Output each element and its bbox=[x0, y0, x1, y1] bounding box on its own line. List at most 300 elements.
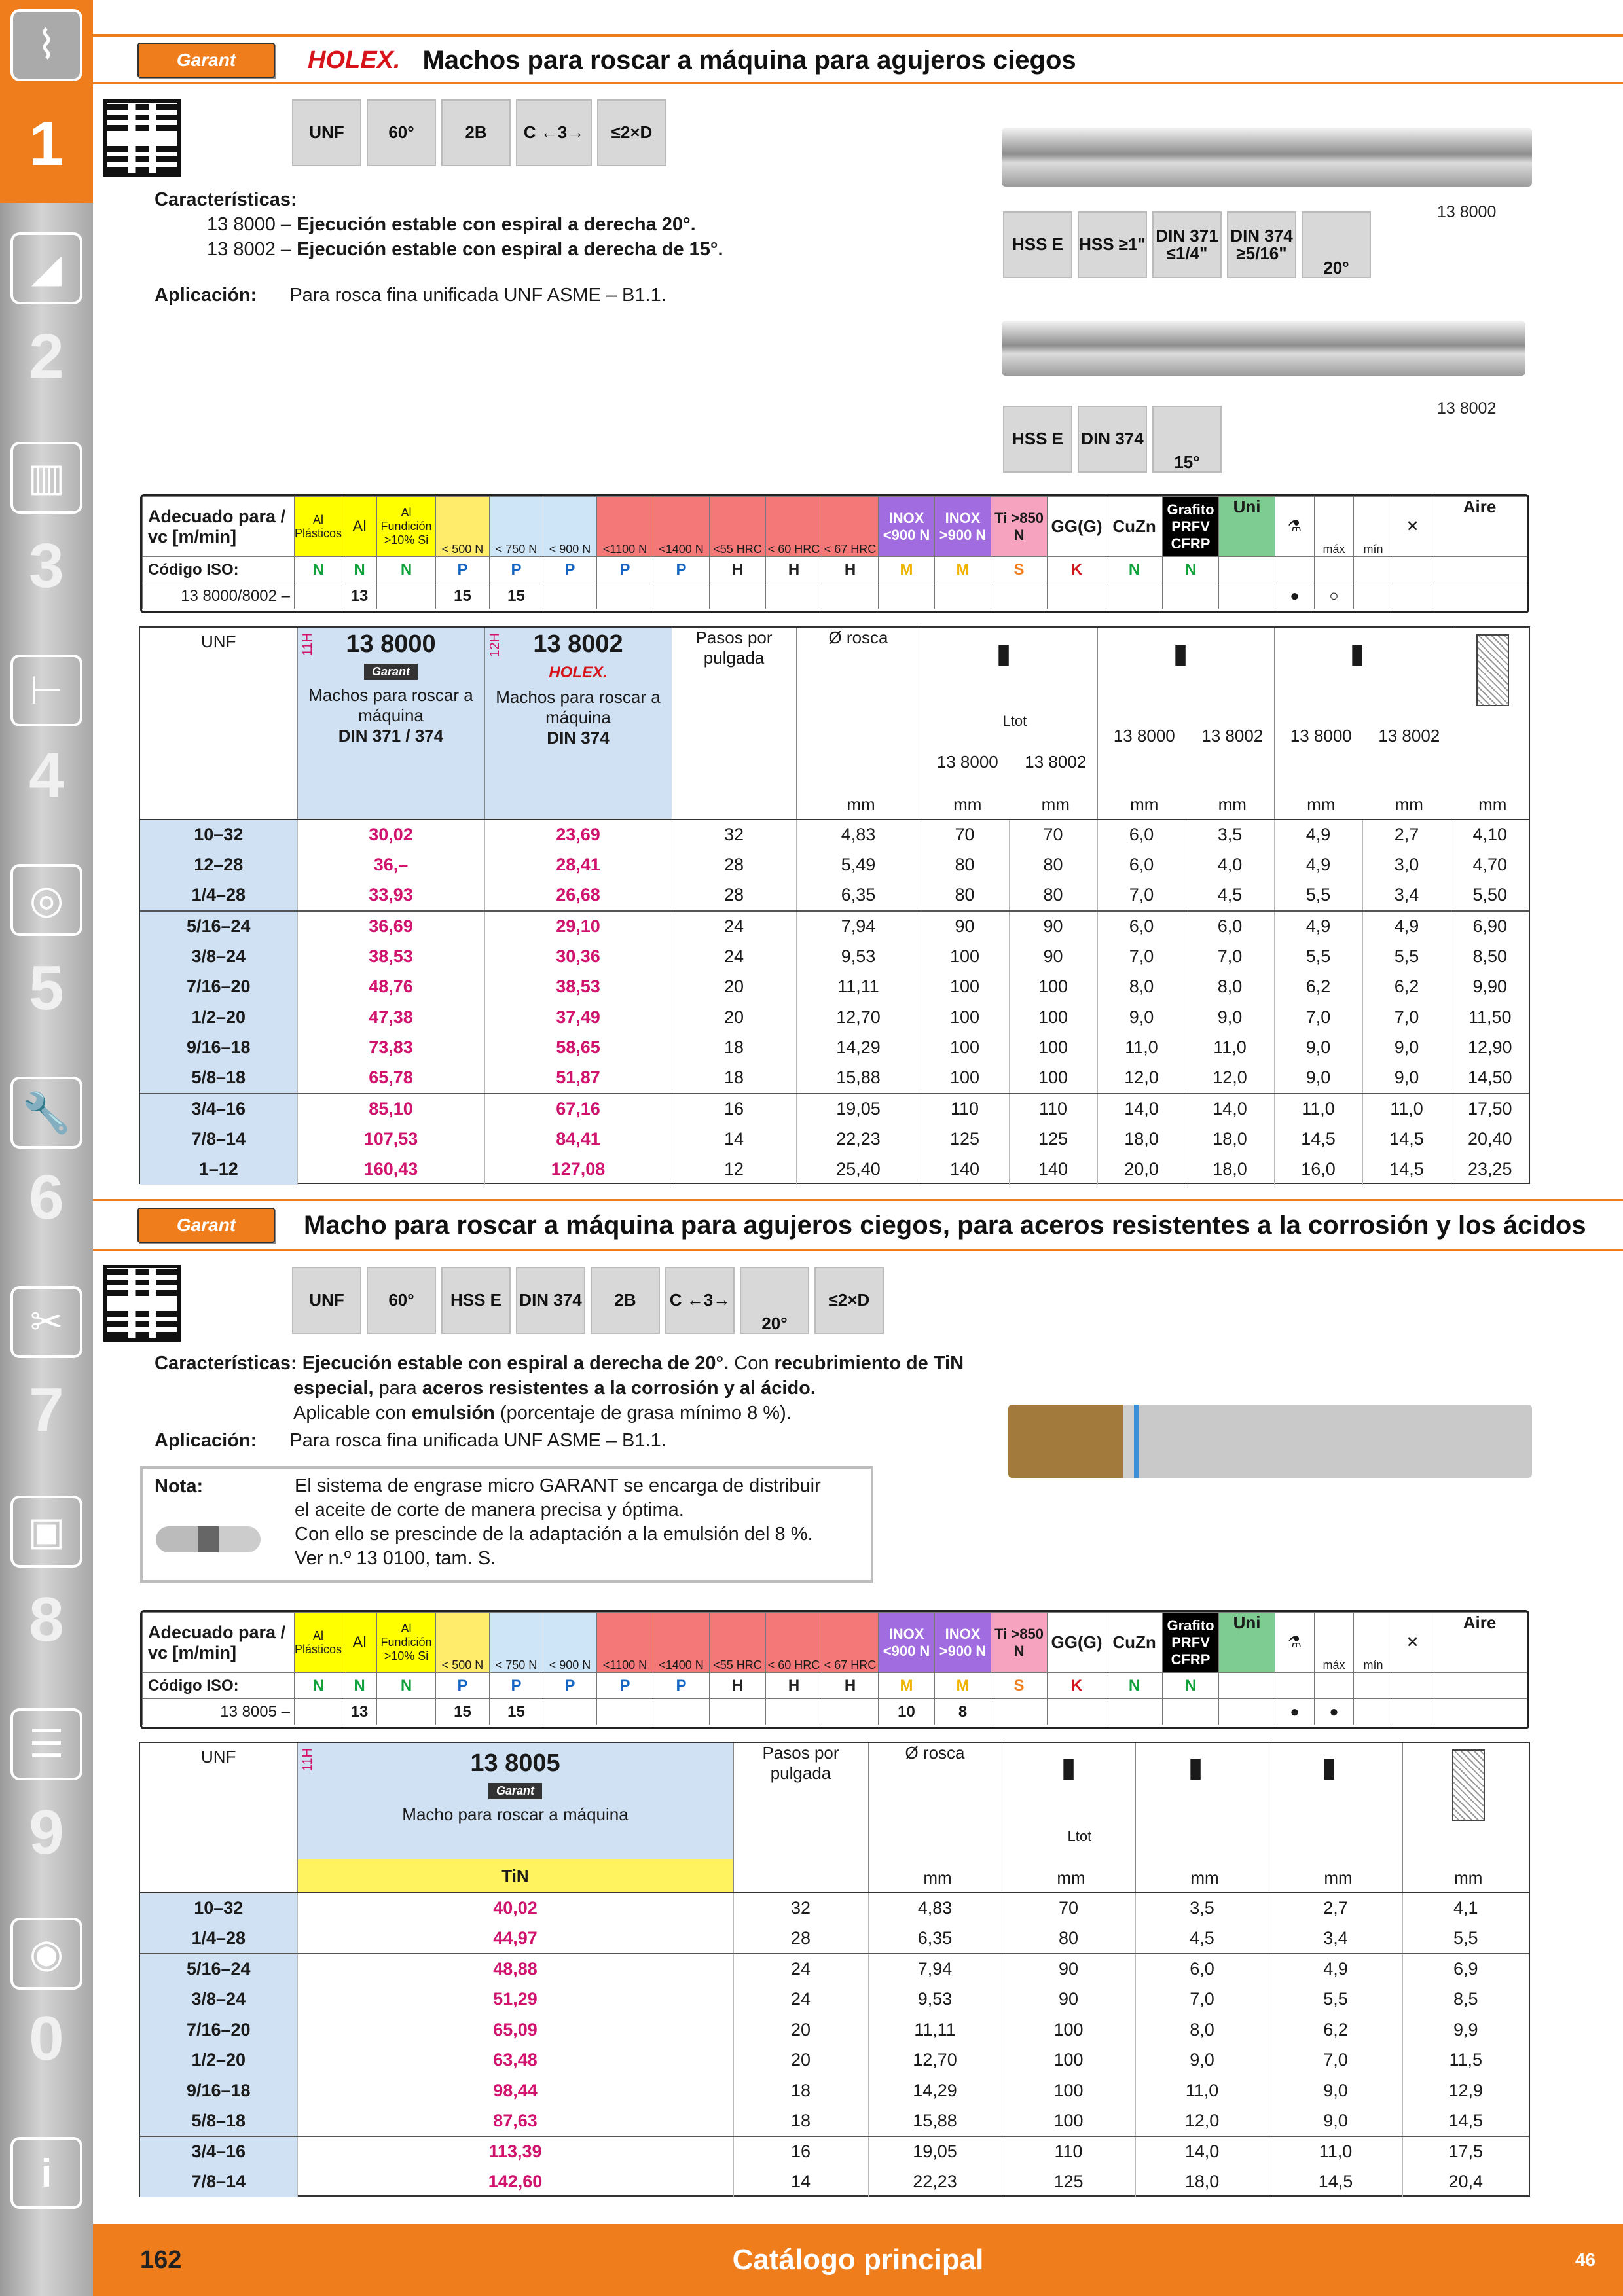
cell-value: 100 bbox=[1009, 1063, 1097, 1094]
cell-value[interactable]: 84,41 bbox=[484, 1124, 672, 1155]
mat-ti: Ti >850 N bbox=[991, 497, 1048, 557]
aplicacion-label: Aplicación: bbox=[155, 285, 257, 306]
section2-title: Macho para roscar a máquina para agujeros ciegos, para aceros resistentes a la corrosión y los ácidos bbox=[304, 1210, 1586, 1240]
coolant-cell bbox=[1354, 1699, 1393, 1725]
cell-value: 3,5 bbox=[1135, 1893, 1269, 1924]
iso-code: K bbox=[1048, 557, 1106, 583]
coolant-cell bbox=[1393, 1699, 1432, 1725]
section2-features bbox=[155, 1351, 964, 1453]
cell-value: 4,9 bbox=[1274, 911, 1362, 942]
cell-value: 9,0 bbox=[1097, 1002, 1186, 1033]
cell-value: 6,9 bbox=[1402, 1954, 1529, 1984]
cell-value[interactable]: 65,09 bbox=[297, 2015, 733, 2045]
cell-value: 12,0 bbox=[1135, 2106, 1269, 2137]
table-row bbox=[140, 972, 1529, 1003]
cell-value: 5,50 bbox=[1451, 880, 1529, 911]
mat-p1: < 500 N bbox=[436, 1613, 490, 1673]
code-13-8005: 13 8005 bbox=[470, 1749, 560, 1777]
cell-value: 100 bbox=[921, 1002, 1009, 1033]
unit-mm: mm bbox=[1041, 795, 1070, 814]
iso-code: H bbox=[822, 557, 879, 583]
cell-value[interactable]: 160,43 bbox=[297, 1155, 484, 1185]
iso-code: N bbox=[1106, 557, 1163, 583]
chapter-tab-8[interactable]: 8 bbox=[29, 1585, 64, 1655]
col-shank bbox=[1097, 628, 1274, 819]
iso-code: P bbox=[653, 1673, 710, 1699]
vc-value bbox=[653, 1699, 710, 1725]
cell-value: 110 bbox=[1002, 2136, 1135, 2167]
cell-value: 9,0 bbox=[1269, 2106, 1402, 2137]
sub-8000: 13 8000 bbox=[936, 752, 998, 772]
cell-value: 80 bbox=[921, 850, 1009, 881]
aplicacion-text: Para rosca fina unificada UNF ASME – B1.1. bbox=[289, 285, 666, 306]
vc-value bbox=[1163, 583, 1219, 609]
din-13-8002: DIN 374 bbox=[547, 728, 610, 747]
cell-value[interactable]: 37,49 bbox=[484, 1002, 672, 1033]
product-table-1 bbox=[139, 626, 1530, 1184]
chapter-tab-0[interactable]: 0 bbox=[29, 2003, 64, 2073]
safety-icon[interactable]: ◉ bbox=[10, 1918, 82, 1990]
cell-value: 80 bbox=[1002, 1924, 1135, 1954]
section2-header bbox=[137, 1206, 1586, 1245]
ltot-label: Ltot bbox=[1002, 713, 1027, 729]
coolant-air: Aire bbox=[1432, 1613, 1527, 1673]
info-label: i bbox=[41, 2151, 52, 2195]
vc-value: 10 bbox=[879, 1699, 935, 1725]
vc-value bbox=[879, 583, 935, 609]
unit-mm: mm bbox=[1218, 795, 1247, 814]
cell-value: 18,0 bbox=[1097, 1124, 1186, 1155]
cell-value[interactable]: 33,93 bbox=[297, 880, 484, 911]
cell-value: 140 bbox=[921, 1155, 1009, 1185]
mat-p1: < 500 N bbox=[436, 497, 490, 557]
table-row bbox=[140, 1954, 1529, 1984]
coolant-min: mín bbox=[1354, 497, 1393, 557]
vc-value bbox=[766, 1699, 822, 1725]
cell-value[interactable]: 36,– bbox=[297, 850, 484, 881]
iso-code: S bbox=[991, 1673, 1048, 1699]
thread-size: 12–28 bbox=[140, 850, 297, 881]
chip-din374: DIN 374 bbox=[1078, 406, 1147, 473]
cell-value: 6,90 bbox=[1451, 911, 1529, 942]
chapter-tab-4[interactable]: 4 bbox=[29, 740, 64, 810]
col-drill bbox=[1451, 628, 1529, 819]
cell-value: 20 bbox=[733, 2045, 868, 2076]
tolerance-11h: 11H bbox=[300, 1748, 315, 1772]
cell-value[interactable]: 73,83 bbox=[297, 1033, 484, 1064]
cell-value: 6,0 bbox=[1097, 850, 1186, 881]
cell-value: 6,2 bbox=[1362, 972, 1451, 1003]
thread-size: 3/8–24 bbox=[140, 1984, 297, 2015]
chip-helix-15: 15° bbox=[1152, 406, 1222, 473]
cell-value[interactable]: 48,88 bbox=[297, 1954, 733, 1984]
cell-value: 4,1 bbox=[1402, 1893, 1529, 1924]
cell-value[interactable]: 98,44 bbox=[297, 2075, 733, 2106]
cell-value: 24 bbox=[672, 941, 796, 972]
cell-value: 12,9 bbox=[1402, 2075, 1529, 2106]
cell-value: 11,0 bbox=[1269, 2136, 1402, 2167]
cell-value: 5,5 bbox=[1274, 880, 1362, 911]
iso-code: P bbox=[490, 1673, 543, 1699]
cell-value[interactable]: 142,60 bbox=[297, 2167, 733, 2198]
coating-tin: TiN bbox=[298, 1859, 733, 1892]
cell-value[interactable]: 38,53 bbox=[297, 941, 484, 972]
table2-body bbox=[140, 1892, 1529, 2197]
unit-mm: mm bbox=[1324, 1868, 1353, 1888]
cell-value[interactable]: 67,16 bbox=[484, 1094, 672, 1124]
col-diam bbox=[868, 1743, 1002, 1892]
cell-value: 110 bbox=[1009, 1094, 1097, 1124]
chip-tolerance: 2B bbox=[591, 1267, 660, 1334]
cell-value: 24 bbox=[733, 1984, 868, 2015]
cell-value: 100 bbox=[1002, 2106, 1135, 2137]
cell-value: 9,0 bbox=[1362, 1063, 1451, 1094]
table-row bbox=[140, 1002, 1529, 1033]
insert-tool-icon[interactable]: ◢ bbox=[10, 232, 82, 304]
chip-hsse: HSS E bbox=[1003, 406, 1072, 473]
cell-value: 14,5 bbox=[1362, 1155, 1451, 1185]
cell-value[interactable]: 29,10 bbox=[484, 911, 672, 942]
cell-value: 70 bbox=[1002, 1893, 1135, 1924]
chip-angle bbox=[367, 99, 436, 166]
iso-empty bbox=[1219, 1673, 1275, 1699]
cell-value[interactable]: 30,02 bbox=[297, 819, 484, 850]
cell-value: 9,0 bbox=[1186, 1002, 1274, 1033]
chapter-tab-7[interactable]: 7 bbox=[29, 1375, 64, 1445]
mat-al-fund: Al Fundición >10% Si bbox=[377, 497, 436, 557]
iso-empty bbox=[1315, 557, 1354, 583]
tool-holder-icon[interactable]: ▥ bbox=[10, 442, 82, 514]
vc-value bbox=[377, 1699, 436, 1725]
cell-value[interactable]: 107,53 bbox=[297, 1124, 484, 1155]
cell-value: 3,4 bbox=[1362, 880, 1451, 911]
cell-value: 8,5 bbox=[1402, 1984, 1529, 2015]
cell-value: 14,0 bbox=[1135, 2136, 1269, 2167]
suit1-grid bbox=[142, 496, 1527, 609]
cell-value[interactable]: 44,97 bbox=[297, 1924, 733, 1954]
cell-value[interactable]: 47,38 bbox=[297, 1002, 484, 1033]
cell-value: 7,0 bbox=[1362, 1002, 1451, 1033]
feature-text: Ejecución estable con espiral a derecha 20°. bbox=[297, 214, 696, 235]
coolant-mark: ● bbox=[1275, 583, 1315, 609]
mat-grafito: Grafito PRFV CFRP bbox=[1163, 497, 1219, 557]
brand-garant: Garant bbox=[364, 664, 418, 680]
page-footer bbox=[93, 2224, 1623, 2296]
suit-head-label: Adecuado para / vc [m/min] bbox=[143, 497, 295, 557]
caracteristicas-label: Características: bbox=[155, 1353, 297, 1374]
cell-value: 8,0 bbox=[1135, 2015, 1269, 2045]
table2-head bbox=[140, 1743, 1529, 1892]
sub-8002: 13 8002 bbox=[1025, 752, 1087, 772]
cell-value: 9,0 bbox=[1135, 2045, 1269, 2076]
cell-value[interactable]: 40,02 bbox=[297, 1893, 733, 1924]
chapter-tab-1[interactable]: 1 bbox=[29, 109, 64, 179]
header-rule bbox=[93, 34, 1623, 37]
cell-value[interactable]: 58,65 bbox=[484, 1033, 672, 1064]
sub-8000: 13 8000 bbox=[1113, 726, 1175, 745]
cell-value: 4,83 bbox=[868, 1893, 1002, 1924]
chip-tol-label: 2B bbox=[465, 122, 487, 143]
cell-value: 11,11 bbox=[868, 2015, 1002, 2045]
cell-value: 6,0 bbox=[1186, 911, 1274, 942]
cell-value[interactable]: 26,68 bbox=[484, 880, 672, 911]
cell-value: 18 bbox=[672, 1033, 796, 1064]
table-row bbox=[140, 1893, 1529, 1924]
coolant-max: máx bbox=[1315, 1613, 1354, 1673]
vc-value bbox=[1163, 1699, 1219, 1725]
table1-head bbox=[140, 628, 1529, 819]
coolant-none-icon: ✕ bbox=[1393, 497, 1432, 557]
chip-depth-label: ≤2×D bbox=[611, 122, 653, 143]
cell-value[interactable]: 51,29 bbox=[297, 1984, 733, 2015]
cell-value: 11,0 bbox=[1135, 2075, 1269, 2106]
cell-value: 12,70 bbox=[868, 2045, 1002, 2076]
cell-value[interactable]: 63,48 bbox=[297, 2045, 733, 2076]
cell-value: 9,90 bbox=[1451, 972, 1529, 1003]
mat-p2: < 750 N bbox=[490, 497, 543, 557]
coolant-icon-1: ⚗ bbox=[1275, 497, 1315, 557]
vc-value: 15 bbox=[436, 583, 490, 609]
iso-code: N bbox=[295, 557, 342, 583]
table-row bbox=[140, 2015, 1529, 2045]
cell-value: 7,0 bbox=[1269, 2045, 1402, 2076]
unit-mm: mm bbox=[1130, 795, 1159, 814]
cell-value[interactable]: 87,63 bbox=[297, 2106, 733, 2137]
cell-value: 9,0 bbox=[1274, 1033, 1362, 1064]
thread-size: 5/16–24 bbox=[140, 1954, 297, 1984]
caliper-icon[interactable]: ⊢ bbox=[10, 655, 82, 726]
cell-value: 100 bbox=[1009, 972, 1097, 1003]
cell-value: 5,5 bbox=[1269, 1984, 1402, 2015]
coolant-icon-1: ⚗ bbox=[1275, 1613, 1315, 1673]
cell-value: 4,0 bbox=[1186, 850, 1274, 881]
mat-cuzn: CuZn bbox=[1106, 497, 1163, 557]
thread-size: 5/8–18 bbox=[140, 1063, 297, 1094]
table-row bbox=[140, 941, 1529, 972]
cell-value: 4,9 bbox=[1269, 1954, 1402, 1984]
chapter-tab-5[interactable]: 5 bbox=[29, 953, 64, 1023]
chip-angle-label: 60° bbox=[388, 122, 414, 143]
col-13-8002 bbox=[484, 628, 672, 819]
cell-value[interactable]: 65,78 bbox=[297, 1063, 484, 1094]
iso-empty bbox=[1393, 1673, 1432, 1699]
cell-value: 100 bbox=[921, 972, 1009, 1003]
brand-holex: HOLEX. bbox=[549, 664, 608, 681]
wrench-icon[interactable]: 🔧 bbox=[10, 1077, 82, 1149]
cell-value: 32 bbox=[672, 819, 796, 850]
chapter-tab-9[interactable]: 9 bbox=[29, 1797, 64, 1867]
mat-gg: GG(G) bbox=[1048, 1613, 1106, 1673]
coolant-mark: ● bbox=[1315, 1699, 1354, 1725]
cell-value: 12,70 bbox=[796, 1002, 921, 1033]
table-row bbox=[140, 2075, 1529, 2106]
cell-value[interactable]: 85,10 bbox=[297, 1094, 484, 1124]
cell-value: 14,5 bbox=[1402, 2106, 1529, 2137]
cell-value[interactable]: 36,69 bbox=[297, 911, 484, 942]
thread-size: 3/4–16 bbox=[140, 2136, 297, 2167]
cell-value: 6,0 bbox=[1097, 819, 1186, 850]
vc-value: 15 bbox=[490, 1699, 543, 1725]
cell-value[interactable]: 38,53 bbox=[484, 972, 672, 1003]
chapter-tab-2[interactable]: 2 bbox=[29, 321, 64, 391]
mat-cuzn: CuZn bbox=[1106, 1613, 1163, 1673]
holex-logo: HOLEX. bbox=[308, 46, 401, 74]
vc-value bbox=[822, 583, 879, 609]
cell-value: 8,50 bbox=[1451, 941, 1529, 972]
cell-value: 6,0 bbox=[1135, 1954, 1269, 1984]
col-pasos: Pasos por pulgada bbox=[672, 628, 796, 819]
chip-hsse: HSS E bbox=[1003, 211, 1072, 278]
cell-value[interactable]: 48,76 bbox=[297, 972, 484, 1003]
tap1-chips bbox=[1003, 211, 1371, 278]
iso-code: N bbox=[342, 557, 377, 583]
cell-value: 11,0 bbox=[1362, 1094, 1451, 1124]
cell-value: 12 bbox=[672, 1155, 796, 1185]
col-unf: UNF bbox=[201, 1747, 236, 1767]
saw-blade-icon[interactable]: ◎ bbox=[10, 864, 82, 936]
cell-value: 22,23 bbox=[796, 1124, 921, 1155]
coolant-air: Aire bbox=[1432, 497, 1527, 557]
iso-code: H bbox=[710, 557, 766, 583]
vc-value bbox=[1048, 583, 1106, 609]
chapter-tab-3[interactable]: 3 bbox=[29, 531, 64, 601]
cabinet-icon[interactable]: ☰ bbox=[10, 1708, 82, 1780]
cell-value: 2,7 bbox=[1269, 1893, 1402, 1924]
iso-code: P bbox=[543, 557, 597, 583]
vc-value bbox=[710, 583, 766, 609]
chapter-tab-6[interactable]: 6 bbox=[29, 1162, 64, 1232]
cell-value: 32 bbox=[733, 1893, 868, 1924]
cell-value: 6,0 bbox=[1097, 911, 1186, 942]
cell-value: 5,49 bbox=[796, 850, 921, 881]
thread-size: 1/2–20 bbox=[140, 2045, 297, 2076]
col-drill bbox=[1402, 1743, 1529, 1892]
thread-size: 3/8–24 bbox=[140, 941, 297, 972]
cell-value: 24 bbox=[672, 911, 796, 942]
iso-code: H bbox=[766, 1673, 822, 1699]
shank-tap-icon: ▮ bbox=[1188, 1751, 1203, 1782]
mat-al-plast: Al Plásticos bbox=[295, 497, 342, 557]
info-icon[interactable] bbox=[10, 2137, 82, 2209]
desc-13-8000: Machos para roscar a máquina bbox=[308, 685, 473, 725]
chip-din374: DIN 374 bbox=[516, 1267, 585, 1334]
cell-value: 125 bbox=[921, 1124, 1009, 1155]
chip-hss-1in: HSS ≥1" bbox=[1078, 211, 1147, 278]
cell-value[interactable]: 30,36 bbox=[484, 941, 672, 972]
vc-value: 8 bbox=[935, 1699, 991, 1725]
garant-logo: Garant bbox=[137, 43, 275, 78]
mat-al: Al bbox=[342, 1613, 377, 1673]
cell-value: 90 bbox=[921, 911, 1009, 942]
cell-value: 4,70 bbox=[1451, 850, 1529, 881]
qr-code-2[interactable] bbox=[103, 1265, 181, 1342]
cell-value: 110 bbox=[921, 1094, 1009, 1124]
thread-size: 1/4–28 bbox=[140, 880, 297, 911]
col-ltot bbox=[1002, 1743, 1135, 1892]
nota-line: Con ello se prescinde de la adaptación a la emulsión del 8 %. bbox=[295, 1524, 813, 1545]
cell-value: 16,0 bbox=[1274, 1155, 1362, 1185]
cell-value[interactable]: 113,39 bbox=[297, 2136, 733, 2167]
mat-al: Al bbox=[342, 497, 377, 557]
thread-size: 1/2–20 bbox=[140, 1002, 297, 1033]
tolerance-12h: 12H bbox=[487, 633, 502, 657]
chip-tolerance bbox=[441, 99, 511, 166]
vc-value bbox=[991, 1699, 1048, 1725]
toolbox-icon[interactable]: ▣ bbox=[10, 1496, 82, 1568]
iso-code: K bbox=[1048, 1673, 1106, 1699]
cell-value: 7,94 bbox=[796, 911, 921, 942]
table-row bbox=[140, 2136, 1529, 2167]
coolant-cell bbox=[1432, 583, 1527, 609]
iso-code: S bbox=[991, 557, 1048, 583]
caracteristicas-label: Características: bbox=[155, 189, 297, 210]
cell-value: 28 bbox=[672, 880, 796, 911]
iso-empty bbox=[1354, 557, 1393, 583]
cell-value: 9,0 bbox=[1362, 1033, 1451, 1064]
cell-value[interactable]: 28,41 bbox=[484, 850, 672, 881]
iso-code: N bbox=[377, 1673, 436, 1699]
cell-value: 17,50 bbox=[1451, 1094, 1529, 1124]
vc-value bbox=[1048, 1699, 1106, 1725]
cell-value[interactable]: 127,08 bbox=[484, 1155, 672, 1185]
aplicacion-text: Para rosca fina unificada UNF ASME – B1.1. bbox=[289, 1430, 666, 1451]
coolant-cell bbox=[1219, 583, 1275, 609]
cell-value: 4,9 bbox=[1274, 819, 1362, 850]
chip-chamfer: C ←3→ bbox=[665, 1267, 735, 1334]
cell-value: 70 bbox=[1009, 819, 1097, 850]
iso-label: Código ISO: bbox=[143, 1673, 295, 1699]
feat-text: emulsión bbox=[411, 1403, 495, 1424]
col-13-8005 bbox=[297, 1743, 733, 1892]
cell-value: 90 bbox=[1009, 941, 1097, 972]
cell-value: 100 bbox=[921, 1033, 1009, 1064]
cell-value: 14,29 bbox=[796, 1033, 921, 1064]
mat-p4: <1100 N bbox=[597, 1613, 653, 1673]
cell-value[interactable]: 23,69 bbox=[484, 819, 672, 850]
cell-value: 80 bbox=[921, 880, 1009, 911]
cell-value: 125 bbox=[1009, 1124, 1097, 1155]
cell-value[interactable]: 51,87 bbox=[484, 1063, 672, 1094]
iso-code: P bbox=[543, 1673, 597, 1699]
table-row bbox=[140, 1063, 1529, 1094]
nota-text bbox=[295, 1474, 821, 1571]
square-tap-icon: ▮ bbox=[1321, 1751, 1337, 1782]
suit-row-label: 13 8005 – bbox=[143, 1699, 295, 1725]
vc-value bbox=[991, 583, 1048, 609]
cell-value: 70 bbox=[921, 819, 1009, 850]
vc-value bbox=[377, 583, 436, 609]
thread-size: 5/16–24 bbox=[140, 911, 297, 942]
pliers-icon[interactable]: ✂ bbox=[10, 1286, 82, 1358]
section1-header bbox=[137, 41, 1076, 80]
vc-value bbox=[295, 1699, 342, 1725]
chip-unf bbox=[292, 99, 361, 166]
cell-value: 18,0 bbox=[1186, 1124, 1274, 1155]
cell-value: 14,0 bbox=[1097, 1094, 1186, 1124]
qr-code[interactable] bbox=[103, 99, 181, 177]
chip-angle: 60° bbox=[367, 1267, 436, 1334]
mat-uni: Uni bbox=[1219, 497, 1275, 557]
cell-value: 4,83 bbox=[796, 819, 921, 850]
nota-line[interactable]: Ver n.º 13 0100, tam. S. bbox=[295, 1548, 496, 1569]
suitability-table-1 bbox=[140, 494, 1529, 613]
col-shank bbox=[1135, 1743, 1269, 1892]
coolant-mark: ○ bbox=[1315, 583, 1354, 609]
drill-icon[interactable]: ⌇ bbox=[10, 9, 82, 81]
diam-label: Ø rosca bbox=[828, 628, 888, 647]
cell-value: 18 bbox=[672, 1063, 796, 1094]
cell-value: 5,5 bbox=[1362, 941, 1451, 972]
